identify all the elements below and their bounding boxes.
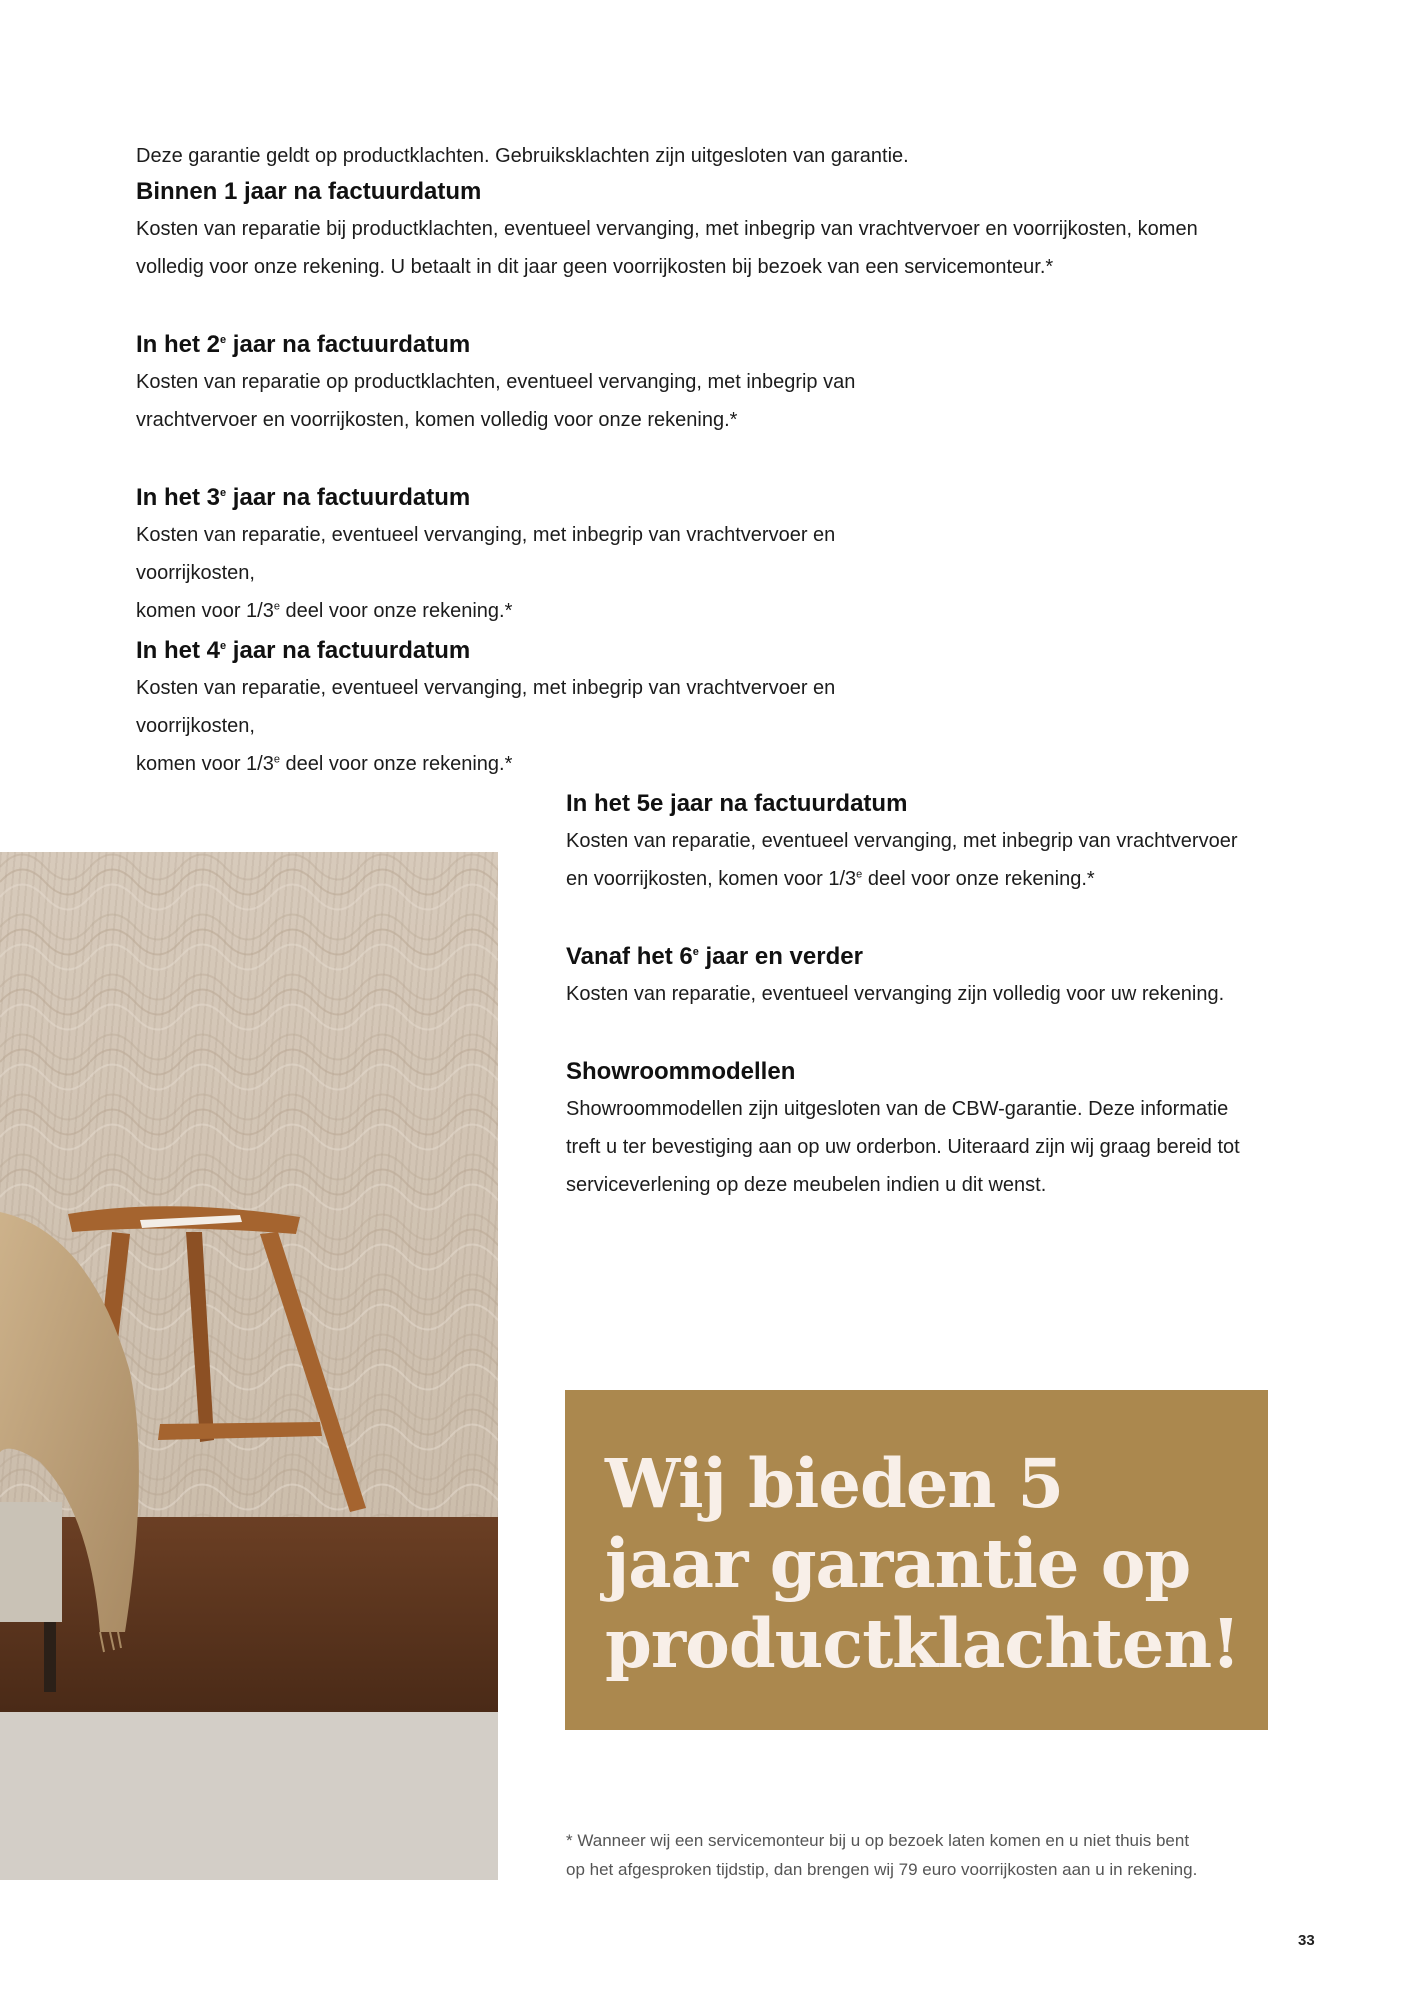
section-heading: In het 5e jaar na factuurdatum (566, 790, 908, 817)
section-line: Kosten van reparatie, eventueel vervanging, met inbegrip van vrachtvervoer en voorrijkosten, (136, 677, 836, 737)
interior-illustration (0, 852, 498, 1880)
page-number: 33 (1298, 1932, 1315, 1949)
wooden-floor (0, 1517, 498, 1712)
warranty-year-2 (136, 327, 956, 439)
intro-text: Deze garantie geldt op productklachten. Gebruiksklachten zijn uitgesloten van garantie. (136, 145, 909, 167)
section-heading: Binnen 1 jaar na factuurdatum (136, 178, 482, 205)
section-line: Kosten van reparatie, eventueel vervanging zijn volledig voor uw rekening. (566, 983, 1225, 1005)
section-line: serviceverlening op deze meubelen indien u dit wenst. (566, 1174, 1047, 1196)
warranty-year-3 (136, 480, 956, 630)
section-line: komen voor 1/3e deel voor onze rekening.* (136, 600, 513, 622)
section-heading: In het 4e jaar na factuurdatum (136, 637, 471, 664)
section-line: volledig voor onze rekening. U betaalt in dit jaar geen voorrijkosten bij bezoek van een servicemonteur.* (136, 256, 1054, 278)
section-line: en voorrijkosten, komen voor 1/3e deel voor onze rekening.* (566, 868, 1095, 890)
footnote-line: * Wanneer wij een servicemonteur bij u op bezoek laten komen en u niet thuis bent (566, 1831, 1190, 1850)
warranty-year-5 (566, 786, 1286, 898)
showroom-models (566, 1054, 1286, 1204)
warranty-year-6-plus (566, 939, 1286, 1013)
section-line: Kosten van reparatie op productklachten, eventueel vervanging, met inbegrip van (136, 371, 856, 393)
section-heading: Vanaf het 6e jaar en verder (566, 943, 863, 970)
footnote (566, 1826, 1286, 1884)
warranty-year-1 (136, 174, 1296, 286)
section-line: Kosten van reparatie, eventueel vervanging, met inbegrip van vrachtvervoer en voorrijkosten, (136, 524, 836, 584)
section-line: vrachtvervoer en voorrijkosten, komen volledig voor onze rekening.* (136, 409, 738, 431)
footnote-line: op het afgesproken tijdstip, dan brengen wij 79 euro voorrijkosten aan u in rekening. (566, 1860, 1198, 1879)
callout-text: Wij bieden 5 jaar garantie op productklachten! (605, 1444, 1240, 1683)
section-line: Showroommodellen zijn uitgesloten van de CBW-garantie. Deze informatie (566, 1098, 1229, 1120)
section-line: treft u ter bevestiging aan op uw orderbon. Uiteraard zijn wij graag bereid tot (566, 1136, 1240, 1158)
warranty-year-4 (136, 633, 956, 783)
section-heading: In het 3e jaar na factuurdatum (136, 484, 471, 511)
rug (0, 1712, 498, 1880)
interior-photo (0, 852, 498, 1880)
section-heading: Showroommodellen (566, 1058, 796, 1085)
section-line: komen voor 1/3e deel voor onze rekening.* (136, 753, 513, 775)
section-line: Kosten van reparatie, eventueel vervanging, met inbegrip van vrachtvervoer (566, 830, 1238, 852)
section-line: Kosten van reparatie bij productklachten, eventueel vervanging, met inbegrip van vrachtvervoer en voorrijkosten, komen (136, 218, 1198, 240)
section-heading: In het 2e jaar na factuurdatum (136, 331, 471, 358)
warranty-callout (565, 1390, 1268, 1730)
